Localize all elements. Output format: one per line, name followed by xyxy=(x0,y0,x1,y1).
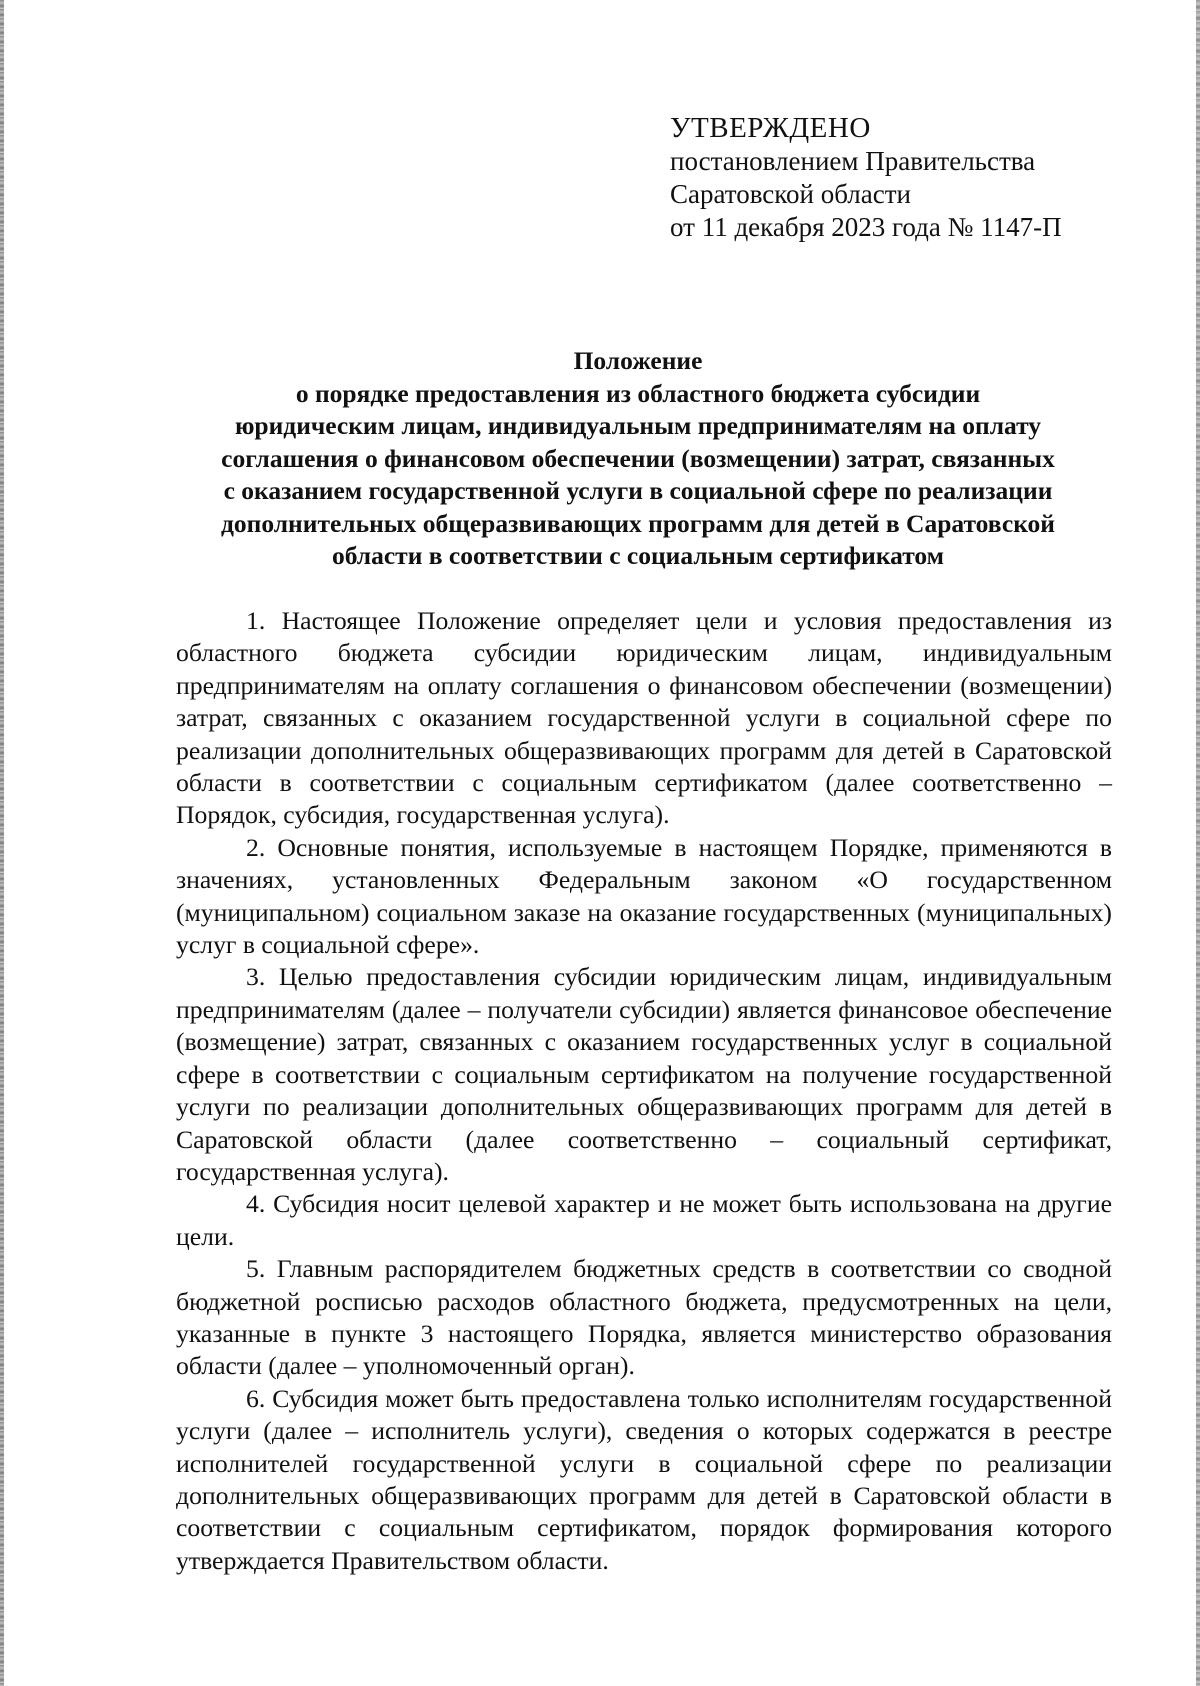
heading-title: Положение xyxy=(573,346,703,375)
approval-line-2: Саратовской области xyxy=(670,179,911,209)
scan-edge-right xyxy=(1196,0,1200,1686)
approval-line-1: постановлением Правительства xyxy=(670,146,1036,176)
heading-line: о порядке предоставления из областного бюджета субсидии xyxy=(295,378,981,408)
paragraph-1: 1. Настоящее Положение определяет цели и условия предоставления из областного бюджета субсидии юридическим лицам, индивидуальным предпринимателям на оплату соглашения о финансовом обеспечении (возмещении) затрат, связанных с оказанием государственной услуги в социальной сфере по реализации дополнительных общеразвивающих программ для детей в Саратовской области в соответствии с социальным сертификатом (далее соответственно – Порядок, субсидия, государственная услуга). xyxy=(176,606,1112,830)
paragraph-5: 5. Главным распорядителем бюджетных средств в соответствии со сводной бюджетной росписью расходов областного бюджета, предусмотренных на цели, указанные в пункте 3 настоящего Порядка, является министерство образования области (далее – уполномоченный орган). xyxy=(176,1254,1112,1381)
paragraph-4: 4. Субсидия носит целевой характер и не может быть использована на другие цели. xyxy=(176,1189,1112,1251)
heading-line: дополнительных общеразвивающих программ для детей в Саратовской xyxy=(221,508,1055,538)
paragraph-6: 6. Субсидия может быть предоставлена только исполнителям государственной услуги (далее – исполнитель услуги), сведения о которых содержатся в реестре исполнителей государственной услуги в социальной сфере по реализации дополнительных общеразвивающих программ для детей в Саратовской области в соответствии с социальным сертификатом, порядок формирования которого утверждается Правительством области. xyxy=(176,1383,1112,1575)
heading-line: области в соответствии с социальным сертификатом xyxy=(331,541,945,570)
scan-edge-left xyxy=(0,0,4,1686)
paragraph-3: 3. Целью предоставления субсидии юридическим лицам, индивидуальным предпринимателям (далее – получатели субсидии) является финансовое обеспечение (возмещение) затрат, связанных с оказанием государственных услуг в социальной сфере в соответствии с социальным сертификатом на получение государственной услуги по реализации дополнительных общеразвивающих программ для детей в Саратовской области (далее соответственно – социальный сертификат, государственная услуга). xyxy=(176,962,1112,1186)
heading-line: юридическим лицам, индивидуальным предпринимателям на оплату xyxy=(234,411,1042,440)
approval-line-3: от 11 декабря 2023 года № 1147-П xyxy=(670,212,1062,242)
paragraph-2: 2. Основные понятия, используемые в настоящем Порядке, применяются в значениях, установленных Федеральным законом «О государственном (муниципальном) социальном заказе на оказание государственных (муниципальных) услуг в социальной сфере». xyxy=(176,832,1112,960)
document-body xyxy=(176,605,1112,1577)
heading-line: с оказанием государственной услуги в социальной сфере по реализации xyxy=(223,476,1053,505)
document-heading xyxy=(168,345,1108,573)
heading-line: соглашения о финансовом обеспечении (возмещении) затрат, связанных xyxy=(221,443,1055,473)
approval-block xyxy=(670,112,1150,244)
approval-title: УТВЕРЖДЕНО xyxy=(670,112,871,144)
